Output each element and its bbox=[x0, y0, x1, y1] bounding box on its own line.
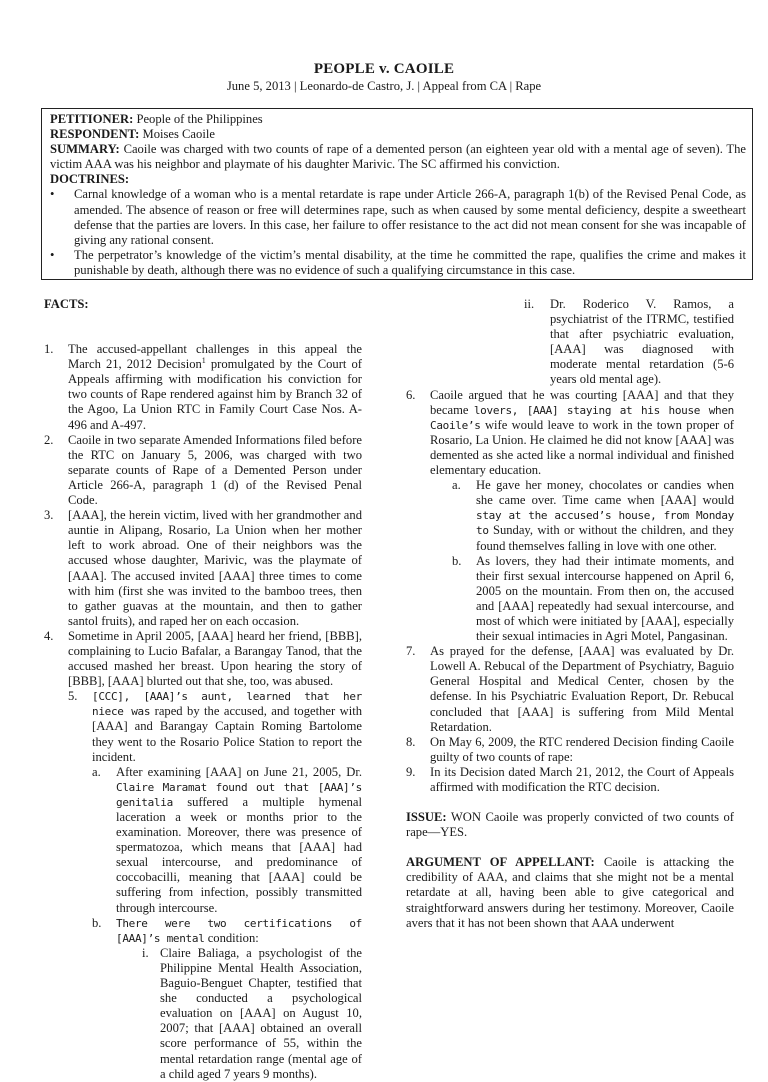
doctrine-item: • The perpetrator’s knowledge of the victim’s mental disability, at the time he committed the rape, qualifies the crime and makes it punishable by death, although there was no evidence of such a qualifying circumstance in this case. bbox=[50, 247, 746, 277]
issue-paragraph bbox=[406, 810, 734, 840]
petitioner-value: People of the Philippines bbox=[136, 112, 263, 126]
fact-item-5b-i: i. Claire Baliaga, a psychologist of the Philippine Mental Health Association, Baguio-Benguet Chapter, testified that she conducted a psychological evaluation on [AAA] on August 10, 2007; that [AAA] obtained an overall score performance of 55, within the mental retardation range (mental age of a child aged 7 years 9 months). bbox=[142, 945, 362, 1081]
fact-item-5: 5. [CCC], [AAA]’s aunt, learned that her niece was raped by the accused, and together with [AAA] and Barangay Captain Roming Bartolome they went to the Rosario Police Station to report the incident. a. After examining [AAA] on June 21, 2005, Dr. Claire Maramat found out that [AAA]’s genitalia suffered a multiple hymenal laceration a week or months prior to the examination. Moreover, there was presence of spermatozoa, which means that [AAA] had sexual intercourse, and predominance of coccobacilli, meaning that [AAA] could be suffering from infection, possibly transmitted through intercourse. b. There were two certifications of [AAA]’s mental condition: i. Claire Baliaga, a psychologist of the Philippine Mental Health Association, Baguio-Benguet Chapter, testified that she conducted a psychological evaluation on [AAA] on August 10, 2007; that [AAA] obtained an overall score performance of 55, within the mental retardation range (mental age of a child aged 7 years 9 months). bbox=[68, 689, 362, 1081]
left-column bbox=[44, 297, 362, 1082]
fact-item-5a: a. After examining [AAA] on June 21, 2005, Dr. Claire Maramat found out that [AAA]’s genitalia suffered a multiple hymenal laceration a week or months prior to the examination. Moreover, there was presence of spermatozoa, which means that [AAA] had sexual intercourse, and predominance of coccobacilli, meaning that [AAA] could be suffering from infection, possibly transmitted through intercourse. bbox=[92, 764, 362, 915]
fact-item-6b: b. As lovers, they had their intimate moments, and their first sexual intercourse happened on April 6, 2005 on the mountain. From then on, the accused and [AAA] repeatedly had sexual intercourse, and most of which were initiated by [AAA], especially their sexual intimacies in Agri Motel, Pangasinan. bbox=[452, 553, 734, 644]
fact-item-4: 4. Sometime in April 2005, [AAA] heard her friend, [BBB], complaining to Lucio Bafalar, a Barangay Tanod, that the accused mashed her breast. Upon hearing the story of [BBB], [AAA] blurted out that she, too, was abused. 5. [CCC], [AAA]’s aunt, learned that her niece was raped by the accused, and together with [AAA] and Barangay Captain Roming Bartolome they went to the Rosario Police Station to report the incident. a. After examining [AAA] on June 21, 2005, Dr. Claire Maramat found out that [AAA]’s genitalia suffered a multiple hymenal laceration a week or months prior to the examination. Moreover, there was presence of spermatozoa, which means that [AAA] had sexual intercourse, and predominance of coccobacilli, meaning that [AAA] could be suffering from infection, possibly transmitted through intercourse. b. There were two certifications of [AAA]’s mental condition: i. Claire Baliaga, a psychologist of the Philippine Mental Health Association, Baguio-Benguet Chapter, testified that she conducted a psychological evaluation on [AAA] on August 10, 2007; that [AAA] obtained an overall score performance of 55, within the mental retardation range (mental age of a child aged 7 years 9 months). bbox=[44, 628, 362, 1081]
right-column bbox=[406, 297, 734, 931]
bullet-icon: • bbox=[50, 247, 55, 262]
petitioner-label: PETITIONER: bbox=[50, 112, 134, 126]
facts-heading: FACTS: bbox=[44, 297, 89, 311]
fact-item-9: 9. In its Decision dated March 21, 2012, the Court of Appeals affirmed with modification the RTC decision. bbox=[406, 764, 734, 794]
doctrine-item: • Carnal knowledge of a woman who is a mental retardate is rape under Article 266-A, paragraph 1(b) of the Revised Penal Code, as amended. The absence of reason or free will determines rape, such as when caused by some mental deficiency, despite a sweetheart defense that the parties are lovers. In this case, her failure to offer resistance to the act did not mean consent for she was incapable of giving any rational consent. bbox=[50, 187, 746, 247]
petitioner-line bbox=[50, 112, 746, 127]
footnote-ref[interactable]: 1 bbox=[201, 356, 206, 365]
argument-text: Caoile is attacking the credibility of AAA, and claims that she might not be a mental retardate at all, having been able to give categorical and straightforward answers during her testimony. Moreover, Caoile avers that it has not been shown that AAA underwent bbox=[406, 855, 734, 930]
issue-label: ISSUE: bbox=[406, 810, 447, 825]
case-title: PEOPLE v. CAOILE bbox=[313, 61, 455, 77]
fact-item-5b-ii: ii. Dr. Roderico V. Ramos, a psychiatrist of the ITRMC, testified that after psychiatric evaluation, [AAA] was diagnosed with moderate mental retardation (5-6 years old mental age). bbox=[524, 297, 734, 387]
summary-value: Caoile was charged with two counts of rape of a demented person (an eighteen year old with a mental age of seven). The victim AAA was his neighbor and playmate of his daughter Marivic. The SC affirmed his conviction. bbox=[50, 142, 746, 172]
doctrines-label: DOCTRINES: bbox=[50, 172, 130, 187]
case-subtitle: June 5, 2013 | Leonardo-de Castro, J. | Appeal from CA | Rape bbox=[226, 79, 542, 93]
fact-item-6: 6. Caoile argued that he was courting [AAA] and that they became lovers, [AAA] staying at his house when Caoile’s wife would leave to work in the town proper of Rosario, La Union. He claimed he did not know [AAA] was demented as she acted like a normal individual and finished elementary education. a. He gave her money, chocolates or candies when she came over. Time came when [AAA] would stay at the accused’s house, from Monday to Sunday, with or without the children, and they found themselves falling in love with one other. b. As lovers, they had their intimate moments, and their first sexual intercourse happened on April 6, 2005 on the mountain. From then on, the accused and [AAA] repeatedly had sexual intercourse, and most of which were initiated by [AAA], especially their sexual intimacies in Agri Motel, Pangasinan. bbox=[406, 387, 734, 644]
summary-label: SUMMARY: bbox=[50, 142, 120, 157]
bullet-icon: • bbox=[50, 187, 55, 202]
fact-item-8: 8. On May 6, 2009, the RTC rendered Decision finding Caoile guilty of two counts of rape: bbox=[406, 734, 734, 764]
argument-label: ARGUMENT OF APPELLANT: bbox=[406, 855, 595, 870]
fact-item-1: 1. The accused-appellant challenges in this appeal the March 21, 2012 Decision$^1$ promulgated by the Court of Appeals affirming with modification his conviction for two counts of Rape rendered against him by Branch 32 of the Agoo, La Union RTC in Family Court Case Nos. A-496 and A-497. bbox=[44, 342, 362, 432]
fact-item-6a: a. He gave her money, chocolates or candies when she came over. Time came when [AAA] would stay at the accused’s house, from Monday to Sunday, with or without the children, and they found themselves falling in love with one other. bbox=[452, 478, 734, 553]
issue-text: WON Caoile was properly convicted of two counts of rape—YES. bbox=[406, 810, 734, 840]
summary-box bbox=[41, 108, 753, 280]
summary-line bbox=[50, 142, 746, 172]
doctrines-heading bbox=[50, 172, 746, 187]
fact-item-2: 2. Caoile in two separate Amended Informations filed before the RTC on January 5, 2006, was charged with two separate counts of Rape of a Demented Person under Article 266-A, paragraph 1 (d) of the Revised Penal Code. bbox=[44, 432, 362, 508]
doctrines-list bbox=[50, 187, 746, 278]
fact-item-3: 3. [AAA], the herein victim, lived with her grandmother and auntie in Alipang, Rosario, La Union when her mother left to work abroad. One of their neighbors was the accused whose daughter, Marivic, was the playmate of [AAA]. The accused invited [AAA] three times to come with him (first she was invited to the bamboo trees, then to gather guavas at the mountain, and then to gather santol fruits), and raped her on each occasion. bbox=[44, 508, 362, 628]
respondent-value: Moises Caoile bbox=[142, 127, 215, 142]
fact-item-5b: b. There were two certifications of [AAA]’s mental condition: i. Claire Baliaga, a psychologist of the Philippine Mental Health Association, Baguio-Benguet Chapter, testified that she conducted a psychological evaluation on [AAA] on August 10, 2007; that [AAA] obtained an overall score performance of 55, within the mental retardation range (mental age of a child aged 7 years 9 months). bbox=[92, 915, 362, 1081]
argument-paragraph bbox=[406, 855, 734, 930]
respondent-line bbox=[50, 127, 746, 142]
fact-item-7: 7. As prayed for the defense, [AAA] was evaluated by Dr. Lowell A. Rebucal of the Department of Psychiatry, Baguio General Hospital and Medical Center, chosen by the defense. In his Psychiatric Evaluation Report, Dr. Rebucal concluded that [AAA] is suffering from Mild Mental Retardation. bbox=[406, 644, 734, 734]
respondent-label: RESPONDENT: bbox=[50, 127, 140, 142]
